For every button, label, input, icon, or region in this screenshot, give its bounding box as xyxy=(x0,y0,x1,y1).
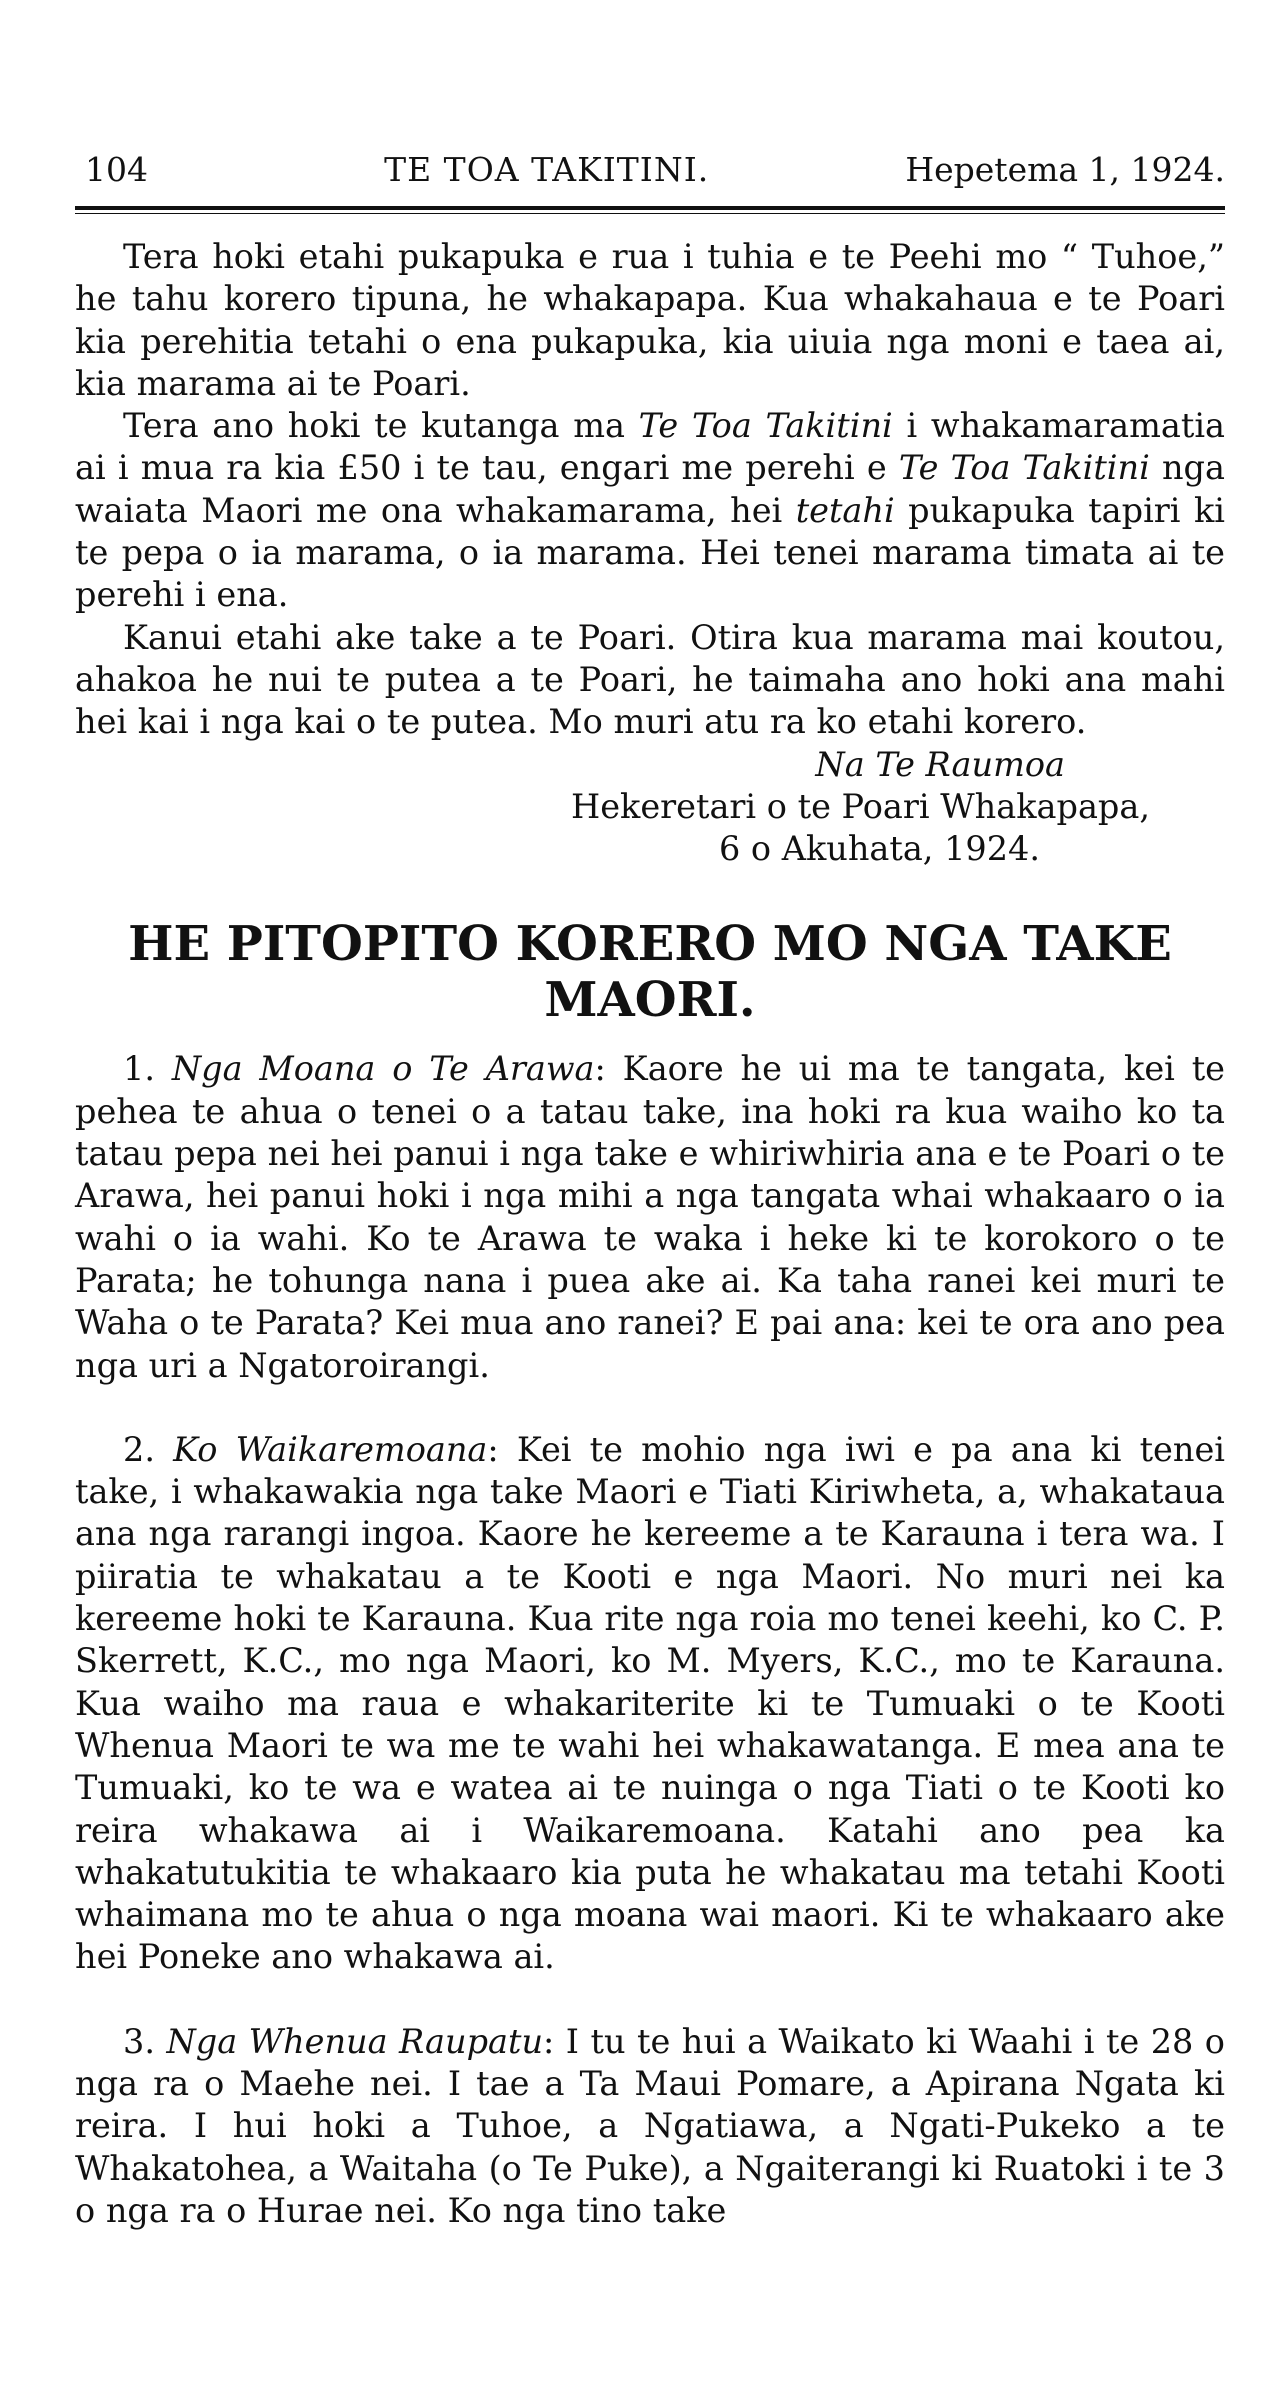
signature-name: Na Te Raumoa xyxy=(815,744,1065,784)
header-rule-thin xyxy=(75,213,1225,214)
page xyxy=(75,150,1225,2232)
paragraph: Tera ano hoki te kutanga ma Te Toa Takitini i whakamaramatia ai i mua ra kia £50 i te tau, engari me perehi e Te Toa Takitini nga waiata Maori me ona whakamarama, hei tetahi pukapuka tapiri ki te pepa o ia marama, o ia marama. Hei tenei marama timata ai te perehi i ena. xyxy=(75,406,1226,615)
item-title: Nga Moana o Te Arawa xyxy=(171,1049,595,1089)
section-heading: HE PITOPITO KORERO MO NGA TAKE MAORI. xyxy=(128,916,1172,1029)
issue-date: Hepetema 1, 1924. xyxy=(905,150,1225,189)
running-header xyxy=(75,150,1225,206)
paragraph: Tera hoki etahi pukapuka e rua i tuhia e te Peehi mo “ Tuhoe,” he tahu korero tipuna, he whakapapa. Kua whakahaua e te Poari kia perehitia tetahi o ena pukapuka, kia uiuia nga moni e taea ai, kia marama ai te Poari. xyxy=(75,237,1225,403)
signature-date: 6 o Akuhata, 1924. xyxy=(718,829,1040,869)
page-number: 104 xyxy=(85,150,148,189)
news-item: 1. Nga Moana o Te Arawa: Kaore he ui ma te tangata, kei te pehea te ahua o tenei o a tatau take, ina hoki ra kua waiho ko ta tatau pepa nei hei panui i nga take e whiriwhiria ana e te Poari o te Arawa, hei panui hoki i nga mihi a nga tangata whai whakaaro o ia wahi o ia wahi. Ko te Arawa te waka i heke ki te korokoro o te Parata; he tohunga nana i puea ake ai. Ka taha ranei kei muri te Waha o te Parata? Kei mua ano ranei? E pai ana: kei te ora ano pea nga uri a Ngatoroirangi. xyxy=(75,1049,1225,1385)
item-title: Ko Waikaremoana xyxy=(173,1429,488,1469)
signature-role: Hekeretari o te Poari Whakapapa, xyxy=(570,786,1150,826)
news-item: 3. Nga Whenua Raupatu: I tu te hui a Waikato ki Waahi i te 28 o nga ra o Maehe nei. I tae a Ta Maui Pomare, a Apirana Ngata ki reira. I hui hoki a Tuhoe, a Ngatiawa, a Ngati-Pukeko a te Whakatohea, a Waitaha (o Te Puke), a Ngaiterangi ki Ruatoki i te 3 o nga ra o Hurae nei. Ko nga tino take xyxy=(75,2021,1225,2230)
signature-block xyxy=(75,744,1225,871)
news-item: 2. Ko Waikaremoana: Kei te mohio nga iwi e pa ana ki tenei take, i whakawakia nga take Maori e Tiati Kiriwheta, a, whakataua ana nga rarangi ingoa. Kaore he kereeme a te Karauna i tera wa. I piiratia te whakatau a te Kooti e nga Maori. No muri nei ka kereeme hoki te Karauna. Kua rite nga roia mo tenei keehi, ko C. P. Skerrett, K.C., mo nga Maori, ko M. Myers, K.C., mo te Karauna. Kua waiho ma raua e whakariterite ki te Tumuaki o te Kooti Whenua Maori te wa me te wahi hei whakawatanga. E mea ana te Tumuaki, ko te wa e watea ai te nuinga o nga Tiati o te Kooti ko reira whakawa ai i Waikaremoana. Katahi ano pea ka whakatutukitia te whakaaro kia puta he whakatau ma tetahi Kooti whaimana mo te ahua o nga moana wai maori. Ki te whakaaro ake hei Poneke ano whakawa ai. xyxy=(75,1429,1225,1977)
publication-title: TE TOA TAKITINI. xyxy=(384,150,710,189)
article-body xyxy=(75,236,1225,2232)
item-title: Nga Whenua Raupatu xyxy=(166,2021,544,2061)
paragraph: Kanui etahi ake take a te Poari. Otira kua marama mai koutou, ahakoa he nui te putea a te Poari, he taimaha ano hoki ana mahi hei kai i nga kai o te putea. Mo muri atu ra ko etahi korero. xyxy=(75,617,1225,742)
